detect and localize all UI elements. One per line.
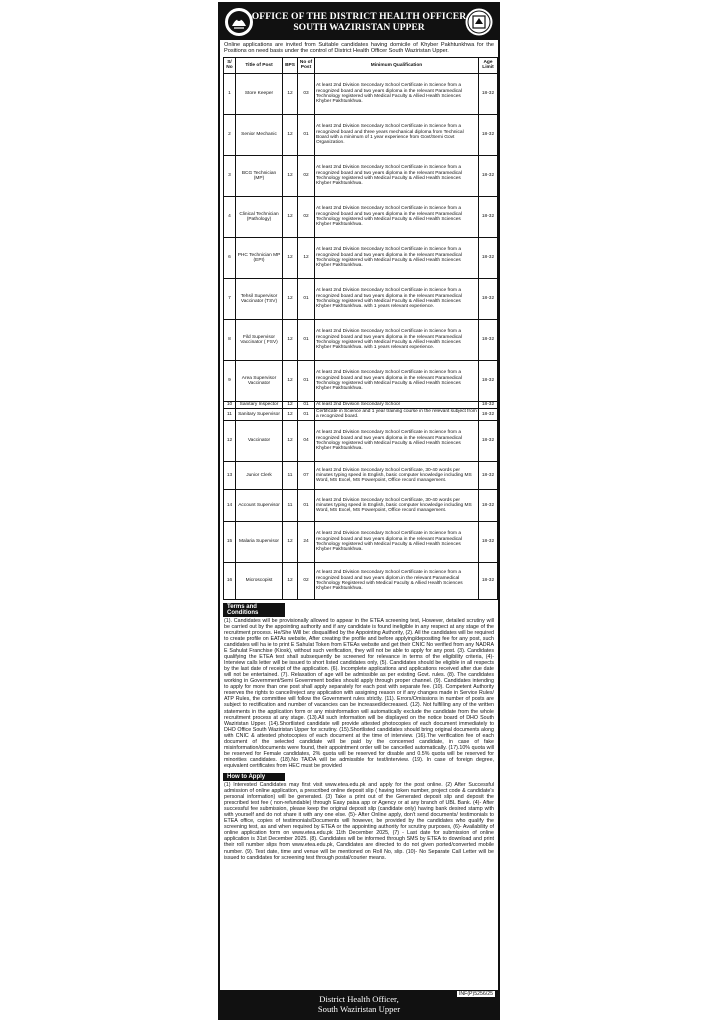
table-row: [224, 461, 498, 489]
table-row: [224, 114, 498, 155]
row-qualification: At least 2nd Division Secondary School Certificate in Science from a recognized board and two years diplom.in the relevant Paramedical Technology Registered with Medical Faculty & Allied Health Sciences Khyber Pakhtunkhwa.: [315, 562, 479, 599]
row-qualification: At least 2nd Division Secondary School Certificate in Science from a recognized board and two years diploma in the relevant Paramedical Technology registered with Medical Faculty & Allied Health Sciences Khyber Pakhtunkhwa. with 1 years relevant experience.: [315, 319, 479, 360]
row-no-of-post: 01: [298, 114, 315, 155]
row-qualification: At least 2nd Division Secondary School Certificate in Science from a recognized board and three years mechanical diploma from Technical Board with a minimum of 1 year experience from Govt/Semi Govt Organization.: [315, 114, 479, 155]
row-post-title: Sanitary Inspector: [236, 401, 283, 408]
row-age-limit: 18-32: [479, 521, 498, 562]
table-row: [224, 360, 498, 401]
row-age-limit: 18-32: [479, 196, 498, 237]
row-no-of-post: 01: [298, 319, 315, 360]
intro-paragraph: Online applications are invited from Suitable candidates having domicile of Khyber Pakhtunkhwa for the Positions on need basis under the control of District Health Officer South Waziristan Upper.: [224, 42, 494, 55]
row-bps: 12: [283, 73, 298, 114]
table-row: [224, 562, 498, 599]
apply-text: (1) Interested Candidates may first visit www.etea.edu.pk and apply for the post online. (2) After Successful admission of online application, a prescribed online deposit slip ( having token number, project code & candidate's personal information) will be generated. (3) Take a print out of the Generated deposit slip and deposit the prescribed test fee ( non-refundable) through Easy paisa app or Agency or at any branch of UBL Bank. (4)- After successful fee submission, please keep the original deposit slip (candidate only) having bank desired stamp with with yourself and do not share it with any one else. (5)- After Online apply, don't send documents/ testimonials to ETEA office, copies of testimonials/Documents will however, be provided by the candidates who qualify the screening test, as and when required by ETEA or the appointing authority for scrutiny purposes, (6)- Availability of online application form on www.etea.edu.pk 11th December 2025, (7) - Last date for submission of online application is 31st December 2025. (8). Candidates will be informed through SMS by ETEA to download and print their roll number slips from www.etea.edu.pk, Candidates are directed to do not given ported/converted mobile number. (9). Test date, time and venue will be mentioned on Roll No, slip. (10)- No Separate Call Letter will be issued to candidates for screening test through postal/courier means.: [224, 781, 494, 861]
row-qualification: At least 2nd Division Secondary School Certificate in Science from a recognized board and two years diploma in the relevant Paramedical Technology registered with Medical Faculty & Allied Health Sciences Khyber Pakhtunkhwa.: [315, 196, 479, 237]
row-sno: 11: [224, 408, 236, 420]
row-age-limit: 18-32: [479, 319, 498, 360]
row-post-title: Tehsil Supervisor Vaccinator (TSV): [236, 278, 283, 319]
row-post-title: Store Keeper: [236, 73, 283, 114]
table-row: [224, 420, 498, 461]
row-no-of-post: 03: [298, 73, 315, 114]
row-sno: 4: [224, 196, 236, 237]
row-post-title: Account Supervisor: [236, 489, 283, 521]
table-row: [224, 278, 498, 319]
row-no-of-post: 02: [298, 196, 315, 237]
header-no-of-post: No of Post: [298, 57, 315, 73]
row-age-limit: 18-32: [479, 401, 498, 408]
row-age-limit: 18-32: [479, 114, 498, 155]
row-age-limit: 18-32: [479, 562, 498, 599]
table-row: [224, 401, 498, 408]
row-age-limit: 18-32: [479, 360, 498, 401]
table-row: [224, 408, 498, 420]
row-age-limit: 18-32: [479, 278, 498, 319]
row-no-of-post: 01: [298, 278, 315, 319]
row-qualification: At least 2nd Division Secondary School Certificate, 30-40 words per minutes typing speed in English, basic computer knowledge including MS Word, MS Excel, MS Powerpoint, Office record management.: [315, 489, 479, 521]
row-post-title: PHC Technician MP (EPI): [236, 237, 283, 278]
table-header-row: [224, 57, 498, 73]
row-qualification: At least 2nd Division Secondary School Certificate in Science from a recognized board and two years diploma in the relevant Paramedical Technology registered with Medical Faculty & Allied Health Sciences Khyber Pakhtunkhwa.: [315, 420, 479, 461]
row-sno: 7: [224, 278, 236, 319]
job-advertisement: [218, 2, 500, 1020]
row-sno: 15: [224, 521, 236, 562]
row-sno: 6: [224, 237, 236, 278]
posts-table: [223, 57, 498, 600]
row-sno: 13: [224, 461, 236, 489]
row-no-of-post: 01: [298, 401, 315, 408]
row-post-title: Malaria Supervisor: [236, 521, 283, 562]
row-post-title: Sanitary Supervisor: [236, 408, 283, 420]
emblem-left-icon: [224, 7, 254, 37]
row-post-title: Microscopist: [236, 562, 283, 599]
table-row: [224, 319, 498, 360]
table-row: [224, 237, 498, 278]
row-sno: 10: [224, 401, 236, 408]
row-no-of-post: 04: [298, 420, 315, 461]
row-age-limit: 18-32: [479, 420, 498, 461]
row-qualification: At least 2nd Division Secondary School: [315, 401, 479, 408]
row-age-limit: 18-32: [479, 237, 498, 278]
row-no-of-post: 12: [298, 237, 315, 278]
row-qualification: At least 2nd Division Secondary School Certificate in Science from a recognized board and two years diploma in the relevant Paramedical Technology registered with Medical Faculty & Allied Health Sciences Khyber Pakhtunkhwa.: [315, 155, 479, 196]
table-row: [224, 489, 498, 521]
row-bps: 11: [283, 489, 298, 521]
row-bps: 12: [283, 420, 298, 461]
row-qualification: At least 2nd Division Secondary School Certificate in Science from a recognized board and two years diploma in the relevant Paramedical Technology registered with Medical Faculty & Allied Health Sciences Khyber Pakhtunkhwa. with 1 years relevant experience.: [315, 278, 479, 319]
row-post-title: Clinical Technician (Pathology): [236, 196, 283, 237]
row-age-limit: 18-32: [479, 489, 498, 521]
row-qualification: At least 2nd Division Secondary School Certificate in Science from a recognized board and two years diploma in the relevant Paramedical Technology registered with Medical Faculty & Allied Health Sciences Khyber Pakhtunkhwa.: [315, 237, 479, 278]
row-bps: 11: [283, 461, 298, 489]
ad-header: [220, 4, 498, 40]
emblem-right-icon: [464, 7, 494, 37]
row-sno: 14: [224, 489, 236, 521]
district-title: SOUTH WAZIRISTAN UPPER: [293, 22, 425, 33]
row-post-title: BCG Technician (MP): [236, 155, 283, 196]
row-bps: 12: [283, 408, 298, 420]
row-sno: 8: [224, 319, 236, 360]
header-title: Title of Post: [236, 57, 283, 73]
row-post-title: Fild Supervisor Vaccinator ( FSV): [236, 319, 283, 360]
signatory-district: South Waziristan Upper: [317, 1004, 401, 1014]
row-age-limit: 18-32: [479, 461, 498, 489]
row-sno: 9: [224, 360, 236, 401]
header-age-limit: Age Limit: [479, 57, 498, 73]
row-no-of-post: 02: [298, 562, 315, 599]
terms-heading: Terms and Conditions: [223, 603, 285, 617]
row-age-limit: 18-32: [479, 73, 498, 114]
row-no-of-post: 24: [298, 521, 315, 562]
row-no-of-post: 01: [298, 408, 315, 420]
row-sno: 12: [224, 420, 236, 461]
signatory-title: District Health Officer,: [319, 994, 399, 1004]
ad-footer: [220, 990, 498, 1018]
office-title: OFFICE OF THE DISTRICT HEALTH OFFICER: [251, 11, 467, 22]
table-row: [224, 73, 498, 114]
row-bps: 12: [283, 319, 298, 360]
row-bps: 12: [283, 196, 298, 237]
row-sno: 1: [224, 73, 236, 114]
row-post-title: Senior Mechanic: [236, 114, 283, 155]
row-qualification: Certificate in Science and 1 year training course in the relevant subject from a recognized board.: [316, 409, 477, 420]
row-bps: 12: [283, 237, 298, 278]
row-qualification: At least 2nd Division Secondary School Certificate in Science from a recognized board and two years diploma in the relevant Paramedical Technology registered with Medical Faculty & Allied Health Sciences Khyber Pakhtunkhwa.: [315, 73, 479, 114]
header-sno: S/ No: [224, 57, 236, 73]
row-qualification: At least 2nd Division Secondary School Certificate in Science from a recognized board and two years diploma in the relevant Paramedical Technology registered with Medical Faculty & Allied Health Sciences Khyber Pakhtunkhwa.: [315, 521, 479, 562]
row-bps: 12: [283, 401, 298, 408]
row-age-limit: 18-32: [479, 155, 498, 196]
row-post-title: Vaccinator: [236, 420, 283, 461]
table-row: [224, 155, 498, 196]
reference-number: INF(P)5256/25: [458, 991, 493, 997]
row-age-limit: 18-32: [479, 408, 498, 420]
row-bps: 12: [283, 521, 298, 562]
row-post-title: Area Supervisor Vaccinator: [236, 360, 283, 401]
row-qualification: At least 2nd Division Secondary School Certificate, 30-40 words per minutes typing speed in English, basic computer knowledge including MS Word, MS Excel, MS Powerpoint, Office record management.: [315, 461, 479, 489]
row-qualification: At least 2nd Division Secondary School Certificate in Science from a recognized board and two years diploma in the relevant Paramedical Technology registered with Medical Faculty & Allied Health Sciences Khyber Pakhtunkhwa.: [315, 360, 479, 401]
terms-text: (1). Candidates will be provisionally allowed to appear in the ETEA screening test, However, detailed scrutiny will be carried out by the appointing authority and if any candidate is found ineligible in any respect at any stage of the recruitment process. He/She Will be: disqualified by the Appointing Authority, (2). All the candidates will be required to create profile on EATAs website, After creating the profile and before applying/depositing fee for any post, such candidates will ha ie to print E Sahulat Token from ETEAs website and get their CNIC No verified from any NADRA E Sahulat Franchise (Kiosk), without such verification, they will not be able to apply for any post. (3). Candidates qualifying the ETEA test shall subsequently be screened for relevance in terms of the eligibility criteria, (4)- Interview calls letter will be issued to short listed candidates only, (5). Candidates should be eligible in all respects by the last date of receipt of the application. (6). Incomplete applications and applications received after due date will not be entertained. (7). Relaxation of age will be admissible as per existing Govt. rules. (8). The candidates working in Government/Semi Government bodies should apply through proper channel. (9). Candidates intending to apply for more than one post shall apply separately for each post with separate fee. (10). Competent Authority reserves the rights to cancel/reject any application with assigning reason or if any changes made in Service Rules/ ATP Rules, the committee will follow the Government rules strictly. (11). Errors/Omissions in number of posts are subject to rectification and number of vacancies can be increased/decreased. (12). Not fulfilling any of the written statements in the application form or any misinformation will automatically exclude the candidate from the whole recruitment process at any stage. (13).All such information will be displayed on the notice board of DHO South Waziristan Upper. (14).Shortlisted candidate will provide attested photocopies of each document immediately to DHO Office South Waziristan Upper for scrutiny. (15).Shortlisted candidates should bring original documents along with CNIC & attested photocopies of each document at the time of interview. (16).The verification fee of each document of the selected candidate will be paid by the concerned candidate, in case of fake misinformation/documents were found, their appointment order will be cancelled automatically. (17).10% quota will be reserved for Female candidates, 2% quota will be reserved for disable and 0.5% quota will be reserved for minorities candidates. (18).No TA/DA will be admissible for test/interview. (19). In case of foreign degree, equivalent certificates from HEC must be provided: [224, 617, 494, 769]
row-post-title: Junior Clerk: [236, 461, 283, 489]
row-no-of-post: 02: [298, 155, 315, 196]
row-bps: 12: [283, 155, 298, 196]
table-row: [224, 521, 498, 562]
header-bps: BPS: [283, 57, 298, 73]
row-no-of-post: 01: [298, 489, 315, 521]
row-bps: 12: [283, 360, 298, 401]
row-bps: 12: [283, 114, 298, 155]
header-qualification: Minimum Qualification: [315, 57, 479, 73]
table-row: [224, 196, 498, 237]
row-bps: 12: [283, 562, 298, 599]
row-sno: 16: [224, 562, 236, 599]
row-no-of-post: 01: [298, 360, 315, 401]
row-sno: 3: [224, 155, 236, 196]
row-no-of-post: 07: [298, 461, 315, 489]
row-sno: 2: [224, 114, 236, 155]
row-bps: 12: [283, 278, 298, 319]
apply-heading: How to Apply: [223, 773, 285, 781]
